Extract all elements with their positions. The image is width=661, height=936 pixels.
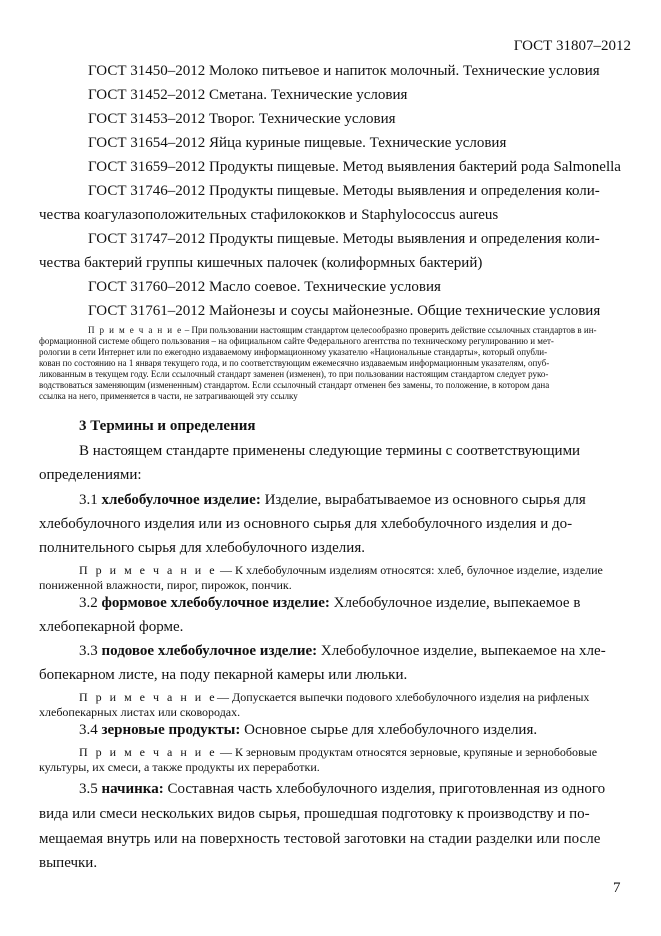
term-name: зерновые продукты: xyxy=(101,722,241,738)
ref-note-line: рологии в сети Интернет или по ежегодно издаваемому информационному указателю «Национальные стандарты», который опубли- xyxy=(39,347,548,357)
reference-line: ГОСТ 31654–2012 Яйца куриные пищевые. Технические условия xyxy=(88,135,507,151)
ref-note-line: ликованным в текущем году. Если ссылочный стандарт заменен (изменен), то при пользовании настоящим стандартом следует руко- xyxy=(39,369,549,379)
term-name: подовое хлебобулочное изделие: xyxy=(101,643,318,659)
term-number: 3.3 xyxy=(79,643,102,659)
reference-line: ГОСТ 31746–2012 Продукты пищевые. Методы выявления и определения коли- xyxy=(88,183,600,199)
term-definition-line: полнительного сырья для хлебобулочного изделия. xyxy=(39,540,365,556)
ref-note-line: кован по состоянию на 1 января текущего года, и по соответствующим ежемесячно издаваемым информационным указателям, опуб- xyxy=(39,358,550,368)
term-3-1-first-line xyxy=(79,491,586,509)
reference-line: ГОСТ 31453–2012 Творог. Технические условия xyxy=(88,111,396,127)
reference-line: ГОСТ 31760–2012 Масло соевое. Технические условия xyxy=(88,279,441,295)
term-note-line: культуры, их смеси, а также продукты их переработки. xyxy=(39,760,320,774)
term-definition-line: вида или смеси нескольких видов сырья, прошедшая подготовку к производству и по- xyxy=(39,806,590,822)
term-number: 3.1 xyxy=(79,492,102,508)
term-number: 3.5 xyxy=(79,781,102,797)
term-3-4-first-line xyxy=(79,721,537,739)
note-text: — К зерновым продуктам относятся зерновые, крупяные и зернобобовые xyxy=(217,745,598,759)
term-note-first-line xyxy=(79,690,589,704)
term-name: хлебобулочное изделие: xyxy=(101,492,261,508)
term-note-line: хлебопекарных листах или сковородах. xyxy=(39,705,241,719)
note-label: П р и м е ч а н и е xyxy=(79,690,218,704)
term-name: начинка: xyxy=(101,781,164,797)
reference-line: ГОСТ 31452–2012 Сметана. Технические условия xyxy=(88,87,408,103)
note-text: — Допускается выпечки подового хлебобулочного изделия на рифленых xyxy=(217,690,590,704)
term-definition: Хлебобулочное изделие, выпекаемое на хле- xyxy=(317,643,606,659)
reference-line: ГОСТ 31450–2012 Молоко питьевое и напиток молочный. Технические условия xyxy=(88,63,600,79)
ref-note-line: формационной системе общего пользования – на официальном сайте Федерального агентства по техническому регулированию и мет- xyxy=(39,336,554,346)
term-definition: Хлебобулочное изделие, выпекаемое в xyxy=(329,595,581,611)
section-intro-line: В настоящем стандарте применены следующие термины с соответствующими xyxy=(79,443,581,459)
reference-line: ГОСТ 31659–2012 Продукты пищевые. Метод выявления бактерий рода Salmonella xyxy=(88,159,621,175)
term-3-5-first-line xyxy=(79,780,605,798)
reference-line: ГОСТ 31747–2012 Продукты пищевые. Методы выявления и определения коли- xyxy=(88,231,600,247)
page-number: 7 xyxy=(613,880,621,896)
term-note-first-line xyxy=(79,745,597,759)
reference-line: ГОСТ 31761–2012 Майонезы и соусы майонезные. Общие технические условия xyxy=(88,303,601,319)
ref-note-line: водствоваться заменяющим (измененным) стандартом. Если ссылочный стандарт отменен без замены, то положение, в котором дана xyxy=(39,380,550,390)
reference-line: чества коагулазоположительных стафилококков и Staphylococcus aureus xyxy=(39,207,499,223)
term-note-first-line xyxy=(79,563,603,577)
term-name: формовое хлебобулочное изделие: xyxy=(101,595,330,611)
term-definition-line: мещаемая внутрь или на поверхность тестовой заготовки на стадии разделки или после xyxy=(39,831,601,847)
term-definition-line: хлебобулочного изделия или из основного сырья для хлебобулочного изделия и до- xyxy=(39,516,573,532)
term-definition: Основное сырье для хлебобулочного изделия. xyxy=(240,722,538,738)
ref-note-line: ссылка на него, применяется в части, не затрагивающей эту ссылку xyxy=(39,391,298,401)
term-3-2-first-line xyxy=(79,594,580,612)
note-text: — К хлебобулочным изделиям относятся: хлеб, булочное изделие, изделие xyxy=(217,563,603,577)
term-definition: Изделие, вырабатываемое из основного сырья для xyxy=(260,492,586,508)
ref-note-text: – При пользовании настоящим стандартом целесообразно проверить действие ссылочных стандартов в ин- xyxy=(182,325,597,335)
term-note-line: пониженной влажности, пирог, пирожок, пончик. xyxy=(39,578,292,592)
term-definition-line: хлебопекарной форме. xyxy=(39,619,184,635)
term-3-3-first-line xyxy=(79,642,606,660)
note-label: П р и м е ч а н и е xyxy=(79,745,218,759)
header-doc-number: ГОСТ 31807–2012 xyxy=(513,38,631,54)
section-intro-line: определениями: xyxy=(39,467,142,483)
term-number: 3.4 xyxy=(79,722,102,738)
reference-line: чества бактерий группы кишечных палочек (колиформных бактерий) xyxy=(39,255,483,271)
note-label: П р и м е ч а н и е xyxy=(79,563,218,577)
term-number: 3.2 xyxy=(79,595,102,611)
term-definition: Составная часть хлебобулочного изделия, приготовленная из одного xyxy=(163,781,606,797)
ref-note-first-line xyxy=(88,325,597,336)
term-definition-line: бопекарном листе, на поду пекарной камеры или люльки. xyxy=(39,667,408,683)
section-title: 3 Термины и определения xyxy=(79,418,256,434)
ref-note-label: П р и м е ч а н и е xyxy=(88,325,183,335)
term-definition-line: выпечки. xyxy=(39,855,98,871)
